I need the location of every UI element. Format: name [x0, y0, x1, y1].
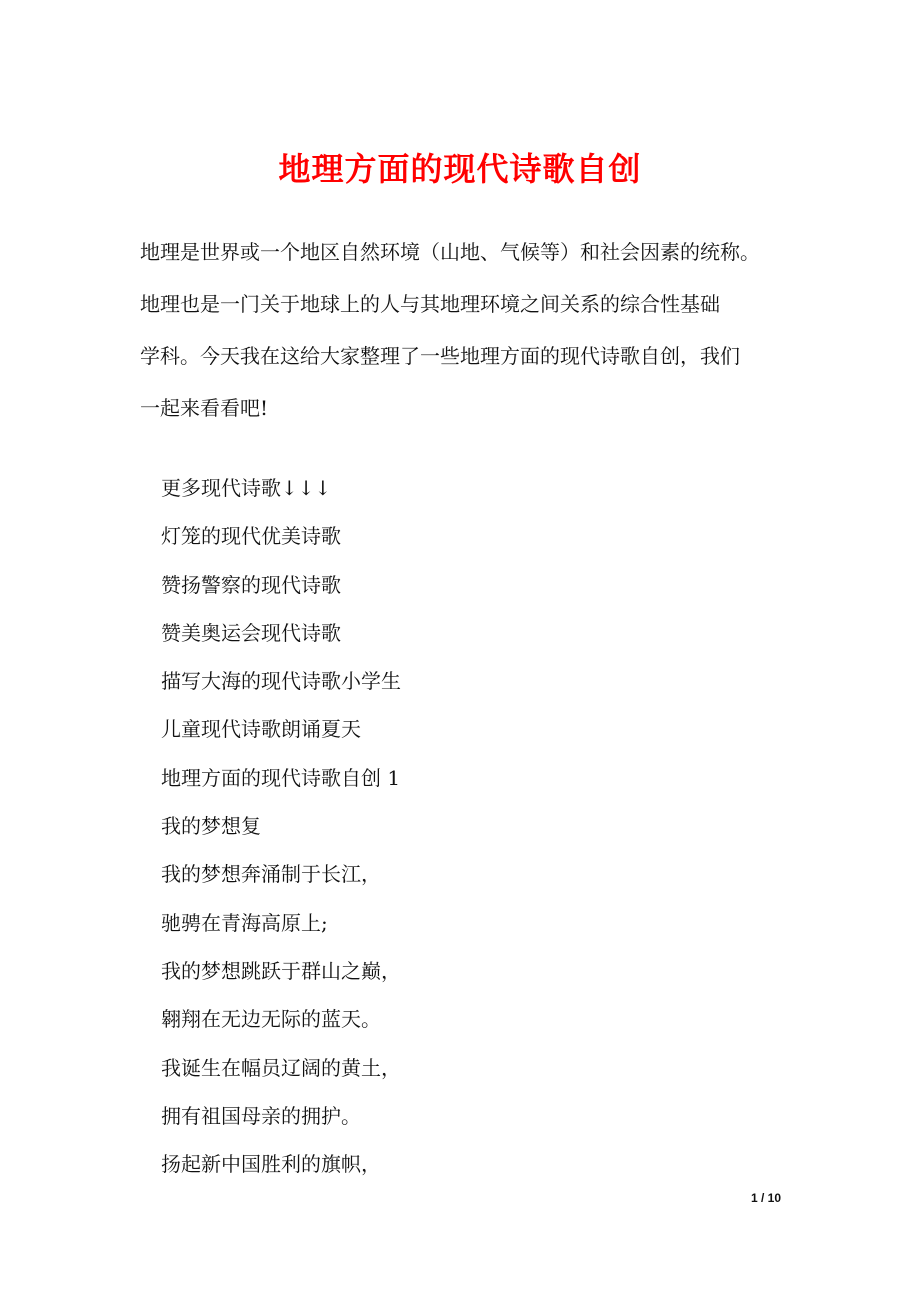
- poem-heading: 地理方面的现代诗歌自创 1: [161, 765, 401, 790]
- poem-line: 驰骋在青海高原上;: [161, 910, 328, 935]
- related-link-olympics[interactable]: 赞美奥运会现代诗歌: [161, 620, 341, 645]
- poem-list: [161, 468, 781, 1192]
- poem-line: 翱翔在无边无际的蓝天。: [161, 1007, 381, 1032]
- related-link-lantern[interactable]: 灯笼的现代优美诗歌: [161, 524, 341, 549]
- poem-line: 我的梦想跳跃于群山之巅，: [161, 958, 401, 983]
- related-link-summer[interactable]: 儿童现代诗歌朗诵夏天: [161, 717, 361, 742]
- document-title: 地理方面的现代诗歌自创: [278, 150, 642, 188]
- intro-line: 学科。今天我在这给大家整理了一些地理方面的现代诗歌自创，我们: [140, 344, 740, 368]
- poem-line: 我的梦想奔涌制于长江，: [161, 862, 381, 887]
- more-poems-link[interactable]: 更多现代诗歌↓↓↓: [161, 476, 332, 500]
- intro-paragraph: [140, 226, 800, 434]
- related-link-police[interactable]: 赞扬警察的现代诗歌: [161, 572, 341, 597]
- poem-line: 扬起新中国胜利的旗帜，: [161, 1152, 381, 1177]
- page-indicator: 1 / 10: [750, 1191, 781, 1205]
- poem-line: 我的梦想复: [161, 814, 261, 839]
- related-link-sea[interactable]: 描写大海的现代诗歌小学生: [161, 669, 401, 694]
- intro-line: 地理是世界或一个地区自然环境（山地、气候等）和社会因素的统称。: [140, 240, 760, 264]
- poem-line: 拥有祖国母亲的拥护。: [161, 1103, 361, 1128]
- poem-line: 我诞生在幅员辽阔的黄土，: [161, 1055, 401, 1080]
- intro-line: 地理也是一门关于地球上的人与其地理环境之间关系的综合性基础: [140, 292, 720, 316]
- intro-line: 一起来看看吧!: [140, 396, 269, 420]
